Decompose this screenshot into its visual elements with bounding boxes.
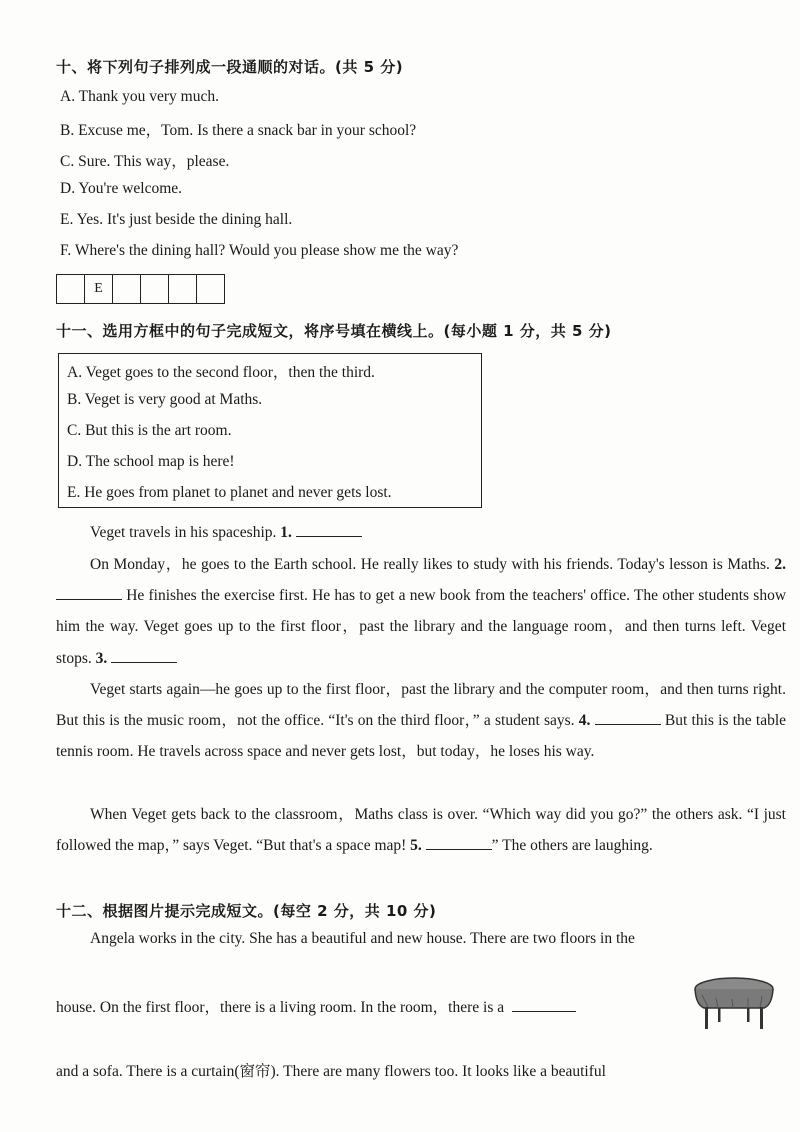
- box-option-c: C. But this is the art room.: [67, 422, 232, 439]
- blank-1[interactable]: [296, 522, 362, 537]
- blank-3[interactable]: [111, 648, 177, 663]
- p2-text-a: On Monday，he goes to the Earth school. He really likes to study with his friends. Today's lesson is Maths.: [90, 556, 770, 573]
- paragraph-4: [56, 799, 786, 861]
- answer-grid: [56, 274, 225, 304]
- blank-number-5: 5.: [410, 837, 422, 855]
- blank-number-3: 3.: [95, 649, 108, 667]
- box-option-b: B. Veget is very good at Maths.: [67, 391, 263, 408]
- options-box: [58, 353, 482, 508]
- table-icon: [692, 975, 776, 1031]
- box-option-d: D. The school map is here!: [67, 453, 235, 470]
- section-12-line-1: Angela works in the city. She has a beautiful and new house. There are two floors in the: [90, 930, 635, 947]
- answer-cell[interactable]: [169, 275, 197, 303]
- p4-text-a: When Veget gets back to the classroom，Maths class is over. “Which way did you go?” the others ask. “I just followed the map，” says Veget. “But that's a space map!: [56, 806, 786, 855]
- paragraph-2: [56, 549, 786, 674]
- p1-text: Veget travels in his spaceship.: [90, 524, 277, 541]
- box-option-e: E. He goes from planet to planet and never gets lost.: [67, 484, 392, 501]
- p3-text-b: But this is the table tennis room. He travels across space and never gets lost，but today，he loses his way.: [56, 712, 787, 761]
- blank-4[interactable]: [595, 710, 661, 725]
- paragraph-3: [56, 674, 786, 768]
- blank-5[interactable]: [426, 835, 492, 850]
- answer-cell[interactable]: [197, 275, 224, 303]
- blank-table[interactable]: [512, 997, 576, 1012]
- p3-text-a: Veget starts again—he goes up to the first floor，past the library and the computer room，and then turns right. But this is the music room，not the office. “It's on the third floor，” a student says.: [56, 681, 786, 730]
- blank-number-1: 1.: [280, 524, 292, 541]
- answer-cell[interactable]: [141, 275, 169, 303]
- section-12-line-2: [56, 995, 786, 1017]
- box-option-a: A. Veget goes to the second floor，then the third.: [67, 364, 375, 381]
- option-d: D. You're welcome.: [60, 180, 183, 197]
- line-2-text: house. On the first floor，there is a living room. In the room，there is a: [56, 999, 505, 1016]
- blank-number-4: 4.: [578, 712, 591, 730]
- option-e: E. Yes. It's just beside the dining hall.: [60, 211, 293, 228]
- answer-cell[interactable]: E: [85, 275, 113, 303]
- option-f: F. Where's the dining hall? Would you please show me the way?: [60, 242, 459, 259]
- p4-text-b: ” The others are laughing.: [491, 837, 653, 855]
- option-b: B. Excuse me，Tom. Is there a snack bar in your school?: [60, 122, 417, 139]
- section-12-heading: 十二、根据图片提示完成短文。(每空 2 分，共 10 分): [56, 902, 437, 920]
- section-10-heading: 十、将下列句子排列成一段通顺的对话。(共 5 分): [56, 58, 404, 76]
- blank-number-2: 2.: [774, 556, 786, 573]
- section-12-line-3: and a sofa. There is a curtain(窗帘). There are many flowers too. It looks like a beautiful: [56, 1063, 606, 1080]
- section-11-heading: 十一、选用方框中的句子完成短文，将序号填在横线上。(每小题 1 分，共 5 分): [56, 322, 612, 340]
- answer-cell[interactable]: [57, 275, 85, 303]
- p2-text-b: He finishes the exercise first. He has to get a new book from the teachers' office. The other students show him the way. Veget goes up to the first floor，past the library and the language room，and then turns left. Veget stops.: [56, 587, 787, 667]
- answer-cell[interactable]: [113, 275, 141, 303]
- option-a: A. Thank you very much.: [60, 88, 219, 105]
- option-c: C. Sure. This way，please.: [60, 153, 230, 170]
- paragraph-1: [56, 517, 786, 548]
- blank-2[interactable]: [56, 585, 122, 600]
